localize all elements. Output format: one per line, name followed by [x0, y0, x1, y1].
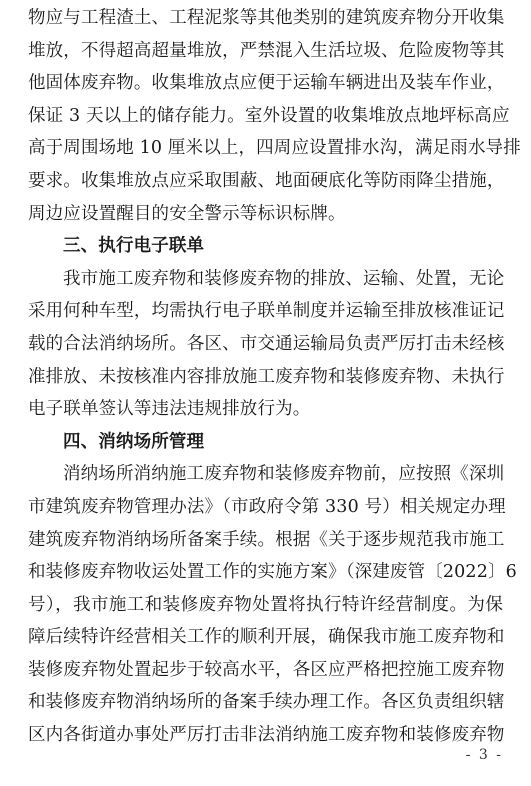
section-heading: 四、消纳场所管理 — [63, 431, 205, 452]
paragraph-line: 载的合法消纳场所。各区、市交通运输局负责严厉打击未经核 — [28, 333, 505, 354]
paragraph-line: 号），我市施工和装修废弃物处置将执行特许经营制度。为保 — [28, 594, 503, 615]
paragraph-line: 区内各街道办事处严厉打击非法消纳施工废弃物和装修废弃物 — [28, 725, 505, 746]
paragraph-line: 他固体废弃物。收集堆放点应便于运输车辆进出及装车作业， — [28, 73, 505, 94]
paragraph-line: 建筑废弃物消纳场所备案手续。根据《关于逐步规范我市施工 — [28, 529, 505, 550]
section-heading: 三、执行电子联单 — [63, 236, 205, 257]
paragraph-line: 高于周围场地 10 厘米以上，四周应设置排水沟，满足雨水导排 — [28, 138, 521, 159]
document-body — [28, 2, 521, 752]
paragraph-line: 和装修废弃物收运处置工作的实施方案》（深建废管〔2022〕6 — [28, 562, 517, 583]
paragraph-line: 市建筑废弃物管理办法》（市政府令第 330 号）相关规定办理 — [28, 496, 506, 517]
paragraph-line: 装修废弃物处置起步于较高水平，各区应严格把控施工废弃物 — [28, 659, 505, 680]
paragraph-line: 障后续特许经营相关工作的顺利开展，确保我市施工废弃物和 — [28, 627, 505, 648]
paragraph-line: 和装修废弃物消纳场所的备案手续办理工作。各区负责组织辖 — [28, 692, 505, 713]
paragraph-line: 消纳场所消纳施工废弃物和装修废弃物前，应按照《深圳 — [63, 464, 505, 485]
paragraph-line: 电子联单签认等违法违规排放行为。 — [28, 399, 311, 420]
paragraph-line: 周边应设置醒目的安全警示等标识标牌。 — [28, 203, 346, 224]
paragraph-line: 采用何种车型，均需执行电子联单制度并运输至排放核准证记 — [28, 301, 505, 322]
paragraph-line: 堆放，不得超高超量堆放，严禁混入生活垃圾、危险废物等其 — [28, 40, 505, 61]
paragraph-line: 保证 3 天以上的储存能力。室外设置的收集堆放点地坪标高应 — [28, 105, 510, 126]
paragraph-line: 要求。收集堆放点应采取围蔽、地面硬底化等防雨降尘措施， — [28, 170, 505, 191]
page-number: - 3 - — [465, 747, 503, 763]
paragraph-line: 准排放、未按核准内容排放施工废弃物和装修废弃物、未执行 — [28, 366, 505, 387]
paragraph-line: 我市施工废弃物和装修废弃物的排放、运输、处置，无论 — [63, 268, 505, 289]
paragraph-line: 物应与工程渣土、工程泥浆等其他类别的建筑废弃物分开收集 — [28, 8, 505, 28]
